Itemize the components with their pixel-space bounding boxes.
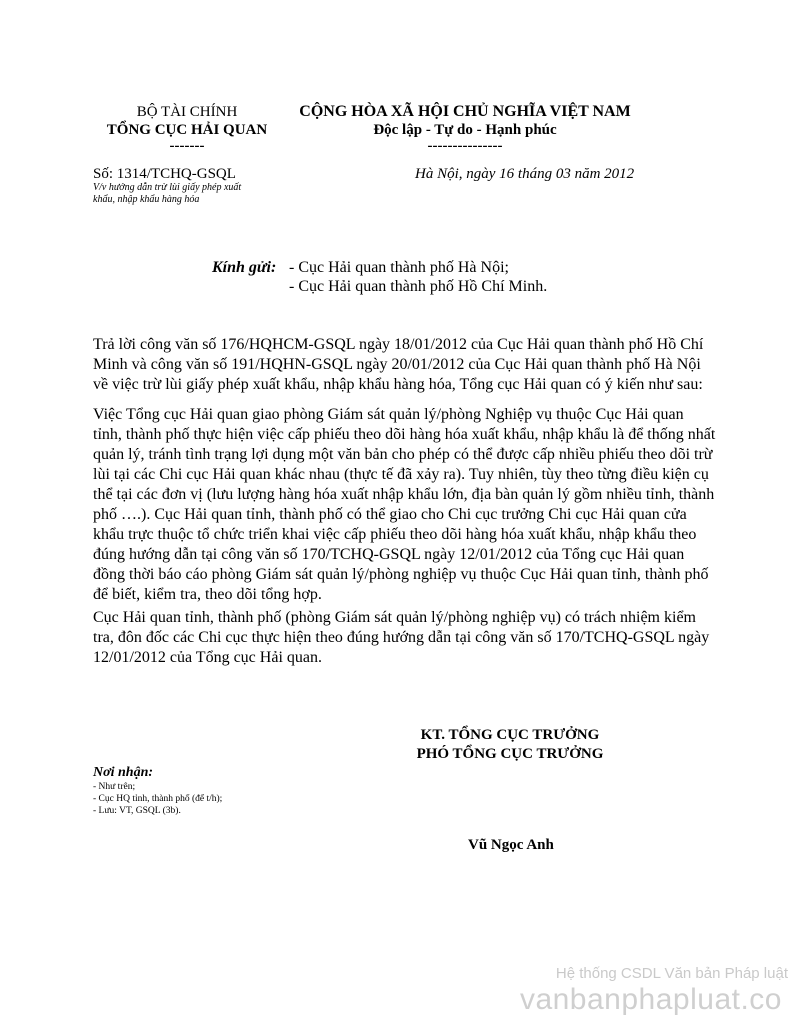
body-line: đồng thời báo cáo phòng Giám sát quản lý/phòng nghiệp vụ thuộc Cục Hải quan tỉnh, thành phố [93, 566, 709, 583]
document-subject-line-2: khẩu, nhập khẩu hàng hóa [93, 194, 200, 205]
body-paragraph-3 [93, 608, 733, 668]
place-date: Hà Nội, ngày 16 tháng 03 năm 2012 [415, 166, 635, 182]
body-line: Việc Tổng cục Hải quan giao phòng Giám sát quản lý/phòng Nghiệp vụ thuộc Cục Hải quan [93, 406, 684, 423]
body-line: quản lý, tránh tình trạng lợi dụng một văn bản cho phép có thể được cấp nhiều phiếu theo dõi trừ [93, 446, 713, 463]
receiver-item: - Lưu: VT, GSQL (3b). [93, 806, 181, 816]
recipient-item: - Cục Hải quan thành phố Hà Nội; [289, 259, 509, 276]
body-line: khẩu trực thuộc tổ chức triển khai việc cấp phiếu theo dõi hàng hóa xuất khẩu, nhập khẩu theo [93, 526, 697, 543]
body-line: Cục Hải quan tỉnh, thành phố (phòng Giám sát quản lý/phòng nghiệp vụ) có trách nhiệm kiểm [93, 609, 696, 626]
signature-title-1: KT. TỔNG CỤC TRƯỞNG [420, 727, 600, 743]
department-name: TỔNG CỤC HẢI QUAN [106, 122, 268, 138]
receiver-item: - Như trên; [93, 782, 136, 792]
signature-title-2: PHÓ TỔNG CỤC TRƯỞNG [416, 746, 604, 762]
watermark-line-2: vanbanphapluat.co [519, 983, 782, 1016]
body-line: 12/01/2012 của Tổng cục Hải quan. [93, 649, 322, 666]
watermark-line-1: Hệ thống CSDL Văn bản Pháp luật [555, 965, 788, 982]
body-line: Trả lời công văn số 176/HQHCM-GSQL ngày 18/01/2012 của Cục Hải quan thành phố Hồ Chí [93, 336, 704, 353]
body-line: tỉnh, thành phố thực hiện việc cấp phiếu theo dõi hàng hóa xuất khẩu, nhập khẩu là để thống nhất [93, 426, 716, 443]
body-line: tra, đôn đốc các Chi cục thực hiện theo đúng hướng dẫn tại công văn số 170/TCHQ-GSQL ngày [93, 629, 710, 646]
receiver-item: - Cục HQ tỉnh, thành phố (để t/h); [93, 794, 223, 804]
body-line: thể tại các đơn vị (lưu lượng hàng hóa xuất nhập khẩu lớn, địa bàn quản lý gồm nhiều tỉnh, thành [93, 486, 715, 503]
body-paragraph-2 [93, 405, 733, 605]
body-line: Minh và công văn số 191/HQHN-GSQL ngày 20/01/2012 của Cục Hải quan thành phố Hà Nội [93, 356, 701, 373]
body-line: phố ….). Cục Hải quan tỉnh, thành phố có thể giao cho Chi cục trưởng Chi cục Hải quan cửa [93, 506, 687, 523]
recipients-label: Kính gửi: [212, 259, 277, 276]
national-motto: Độc lập - Tự do - Hạnh phúc [373, 122, 557, 138]
country-name: CỘNG HÒA XÃ HỘI CHỦ NGHĨA VIỆT NAM [299, 103, 631, 120]
body-paragraph-1 [93, 335, 733, 395]
body-line: đúng hướng dẫn tại công văn số 170/TCHQ-GSQL ngày 12/01/2012 của Tổng cục Hải quan [93, 546, 685, 563]
receivers-label: Nơi nhận: [93, 765, 154, 780]
recipient-item: - Cục Hải quan thành phố Hồ Chí Minh. [289, 278, 548, 295]
body-line: để biết, kiểm tra, theo dõi tổng hợp. [93, 586, 322, 603]
body-line: về việc trừ lùi giấy phép xuất khẩu, nhập khẩu hàng hóa, Tổng cục Hải quan có ý kiến như sau: [93, 376, 703, 393]
header-left-separator: ------- [169, 138, 205, 154]
signer-name: Vũ Ngọc Anh [468, 837, 554, 853]
document-subject-line-1: V/v hướng dẫn trừ lùi giấy phép xuất [93, 182, 242, 193]
header-right-separator: --------------- [427, 138, 503, 154]
body-line: lùi tại các Chi cục Hải quan khác nhau (thực tế đã xảy ra). Tuy nhiên, tùy theo từng điều kiện cụ [93, 466, 709, 483]
ministry-name: BỘ TÀI CHÍNH [136, 104, 238, 120]
document-number: Số: 1314/TCHQ-GSQL [93, 166, 236, 182]
